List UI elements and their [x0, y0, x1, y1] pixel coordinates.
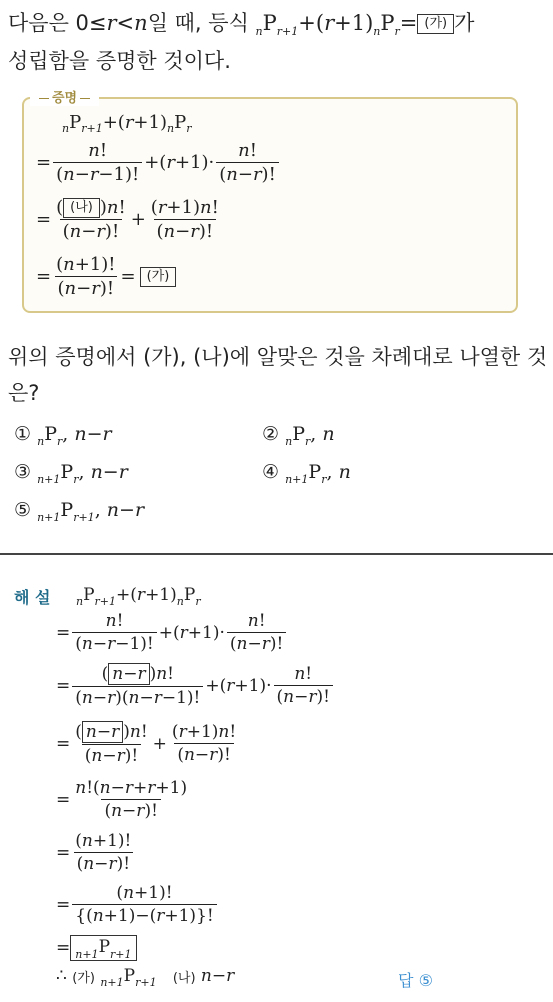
proof-line-1: n P r+1 +( r +1) n P r — [62, 112, 192, 135]
problem-text: 다음은 0≤ — [8, 11, 107, 35]
blank-na: (나) — [63, 198, 100, 218]
sol-line-5: = $\frac{n!(n-r+r+1)}{(n-r)!}$ — [56, 778, 188, 821]
sol-line-1: n P r+1 +( r +1) n P r — [76, 585, 201, 608]
proof-line-2: = $\frac{n!}{(n-r-1)!}$ +( r +1)· $\frac{n!}{(n-r)!}$ — [36, 140, 281, 185]
choice-5[interactable]: ⑤ $_{n+1}P_{r+1}$, n−r — [14, 499, 145, 524]
solution-tag: 해 설 — [14, 588, 51, 607]
question-line-1: 위의 증명에서 (가), (나)에 알맞은 것을 차례대로 나열한 것 — [8, 345, 548, 369]
sol-line-2: = $\frac{n!}{(n-r-1)!}$ +( r +1)· $\frac{n!}{(n-r)!}$ — [56, 611, 288, 654]
sol-line-8: = $_{n+1}P_{r+1}$ — [56, 935, 137, 961]
answer — [398, 968, 433, 991]
sol-line-6: = $\frac{(n+1)!}{(n-r)!}$ — [56, 831, 132, 874]
var-n: n — [134, 11, 148, 35]
choice-2[interactable]: ② $_nP_r$, n — [262, 423, 335, 448]
problem-line-2: 성립함을 증명한 것이다. — [8, 49, 231, 73]
var-r: r — [106, 11, 117, 35]
problem-text-end: 가 — [454, 11, 475, 35]
sol-final-line: ∴ (가) n+1 P r+1 (나) n−r — [56, 966, 235, 989]
choice-1[interactable]: ① $_nP_r$, n−r — [14, 423, 112, 448]
problem-line-1 — [8, 6, 474, 44]
proof-tag: 증명 — [30, 87, 99, 106]
sol-line-3: = $\frac{( n-r )n!}{(n-r)(n-r-1)!}$ +( r +1)· $\frac{n!}{(n-r)!}$ — [56, 663, 335, 708]
section-divider — [0, 553, 553, 555]
proof-line-3: = $\frac{\text{( (나) )n!}}{(n-r)!}$ + $\frac{(r+1)n!}{(n-r)!}$ — [36, 197, 219, 242]
sol-line-4: = $\frac{( n-r )n!}{(n-r)!}$ + $\frac{(r+1)n!}{(n-r)!}$ — [56, 722, 237, 766]
sol-line-7: = $\frac{(n+1)!}{\{(n+1)-(r+1)\}!}$ — [56, 883, 219, 926]
blank-ga: (가) — [417, 14, 454, 34]
problem-text-mid: 일 때, 등식 — [147, 11, 256, 35]
choice-3[interactable]: ③ $_{n+1}P_r$, n−r — [14, 461, 128, 486]
proof-line-4: = $\frac{(n+1)!}{(n-r)!}$ = (가) — [36, 254, 176, 299]
equation-statement: $_nP_{r+1}+(r+1)_nP_r=$ — [255, 11, 418, 38]
final-label-na: (나) — [172, 970, 196, 986]
choice-4[interactable]: ④ $_{n+1}P_r$, n — [262, 461, 351, 486]
boxed-n-minus-r-2: n−r — [82, 721, 123, 743]
boxed-result: $_{n+1}P_{r+1}$ — [70, 935, 136, 961]
blank-ga-proof: (가) — [140, 267, 177, 287]
boxed-n-minus-r: n−r — [108, 663, 149, 685]
therefore-symbol: ∴ — [56, 966, 67, 986]
answer-value: ⑤ — [418, 971, 433, 990]
answer-label: 답 — [398, 971, 414, 990]
question-line-2: 은? — [8, 381, 40, 405]
final-label-ga: (가) — [72, 970, 95, 986]
final-value-na: n−r — [200, 966, 235, 986]
lt-sign: < — [116, 11, 135, 35]
